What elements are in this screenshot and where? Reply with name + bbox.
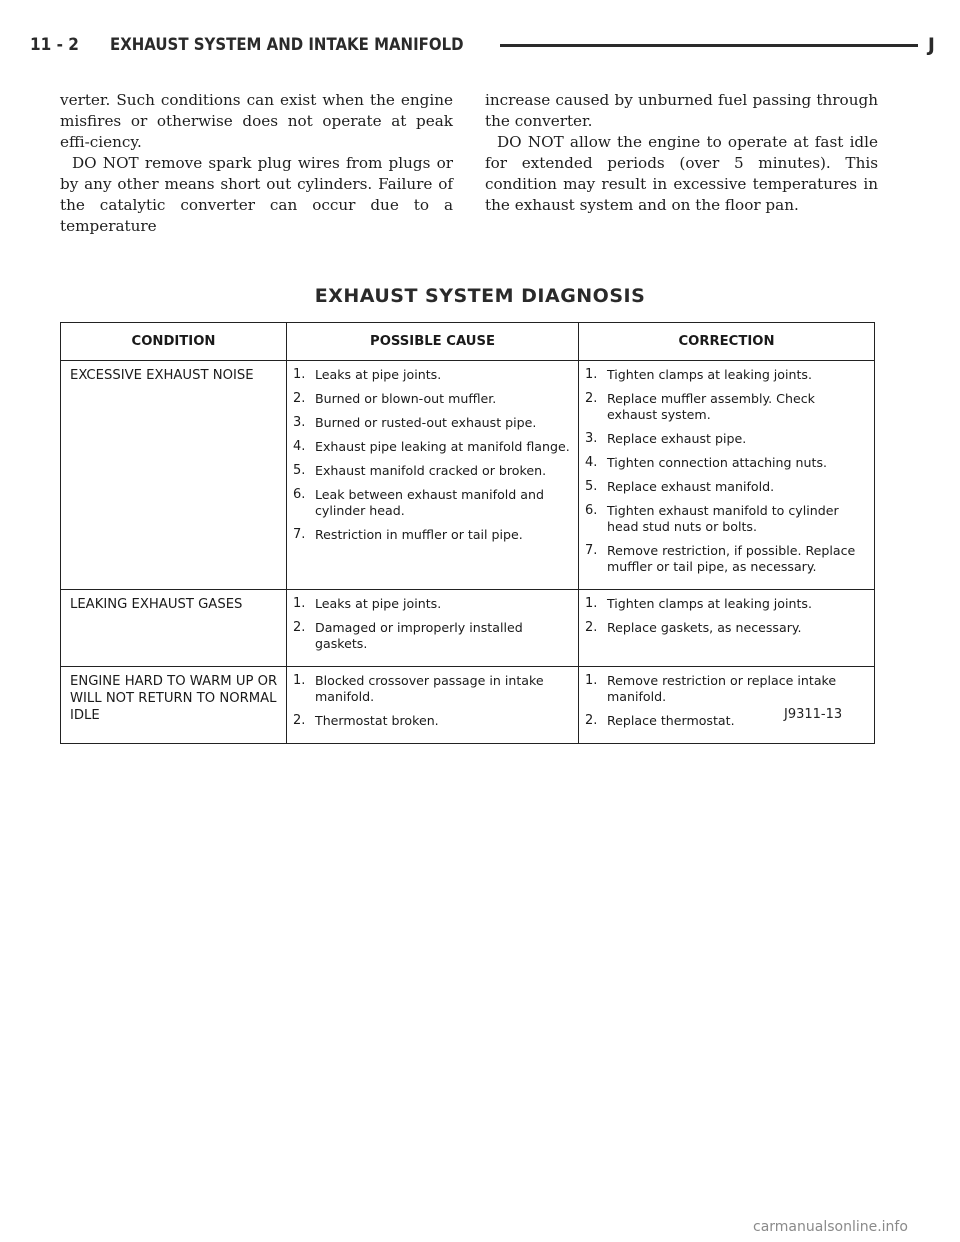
section-letter: J [927, 34, 935, 56]
list-item [585, 367, 868, 383]
list-item [293, 439, 572, 455]
item-number: 3. [293, 415, 306, 430]
item-text: Tighten connection attaching nuts. [607, 455, 828, 470]
figure-id: J9311-13 [784, 707, 843, 722]
item-number: 4. [585, 455, 598, 470]
item-text: Restriction in muffler or tail pipe. [315, 527, 523, 542]
item-number: 4. [293, 439, 306, 454]
item-text: Tighten exhaust manifold to cylinder head stud nuts or bolts. [607, 503, 839, 534]
list-item [293, 391, 572, 407]
list-item [293, 620, 572, 652]
table-header-row [61, 323, 875, 361]
table-row [61, 590, 875, 667]
table-row [61, 361, 875, 590]
list-item [585, 455, 868, 471]
list-item [293, 713, 572, 729]
item-text: Damaged or improperly installed gaskets. [315, 620, 523, 651]
intro-paragraph: DO NOT remove spark plug wires from plugs or by any other means short out cylinders. Failure of the catalytic converter can occur due to a temperature [60, 154, 453, 235]
item-text: Leaks at pipe joints. [315, 367, 442, 382]
header-rule [500, 44, 918, 47]
item-text: Exhaust pipe leaking at manifold flange. [315, 439, 570, 454]
correction-cell [579, 667, 875, 744]
item-number: 2. [293, 620, 306, 635]
section-title: EXHAUST SYSTEM AND INTAKE MANIFOLD [110, 35, 464, 55]
list-item [585, 391, 868, 423]
list-item [585, 673, 868, 705]
item-text: Replace exhaust pipe. [607, 431, 747, 446]
item-number: 2. [293, 713, 306, 728]
list-item [585, 543, 868, 575]
diagnosis-table-body [61, 361, 875, 744]
intro-paragraph: verter. Such conditions can exist when the engine misfires or otherwise does not operate at peak effi-ciency. [60, 91, 453, 151]
item-text: Thermostat broken. [315, 713, 439, 728]
list-item [293, 673, 572, 705]
watermark: carmanualsonline.info [753, 1219, 908, 1235]
item-text: Remove restriction, if possible. Replace muffler or tail pipe, as necessary. [607, 543, 856, 574]
condition-cell: EXCESSIVE EXHAUST NOISE [61, 361, 287, 590]
diagnosis-table [60, 322, 875, 744]
diagnosis-title: EXHAUST SYSTEM DIAGNOSIS [314, 285, 646, 307]
correction-cell [579, 361, 875, 590]
list-item [585, 479, 868, 495]
item-text: Exhaust manifold cracked or broken. [315, 463, 547, 478]
item-number: 1. [293, 673, 306, 688]
item-number: 7. [293, 527, 306, 542]
page-header [30, 30, 935, 60]
item-text: Replace gaskets, as necessary. [607, 620, 802, 635]
intro-left-column [60, 90, 453, 237]
list-item [293, 367, 572, 383]
item-number: 1. [585, 367, 598, 382]
list-item [585, 596, 868, 612]
item-number: 1. [293, 367, 306, 382]
item-number: 6. [293, 487, 306, 502]
item-text: Burned or blown-out muffler. [315, 391, 497, 406]
list-item [585, 503, 868, 535]
item-number: 5. [293, 463, 306, 478]
column-header-correction: CORRECTION [579, 323, 875, 361]
item-text: Replace exhaust manifold. [607, 479, 775, 494]
item-text: Blocked crossover passage in intake manifold. [315, 673, 544, 704]
item-number: 1. [293, 596, 306, 611]
item-text: Remove restriction or replace intake manifold. [607, 673, 837, 704]
item-number: 2. [585, 713, 598, 728]
list-item [585, 620, 868, 636]
item-text: Leak between exhaust manifold and cylinder head. [315, 487, 544, 518]
item-text: Tighten clamps at leaking joints. [607, 596, 812, 611]
page-number: 11 - 2 [30, 35, 79, 55]
possible-cause-cell [287, 667, 579, 744]
item-text: Tighten clamps at leaking joints. [607, 367, 812, 382]
intro-text [60, 90, 878, 237]
column-header-condition: CONDITION [61, 323, 287, 361]
table-row [61, 667, 875, 744]
list-item [293, 415, 572, 431]
list-item [293, 596, 572, 612]
condition-cell: LEAKING EXHAUST GASES [61, 590, 287, 667]
column-header-possible-cause: POSSIBLE CAUSE [287, 323, 579, 361]
possible-cause-cell [287, 590, 579, 667]
possible-cause-cell [287, 361, 579, 590]
item-text: Burned or rusted-out exhaust pipe. [315, 415, 537, 430]
item-text: Replace thermostat. [607, 713, 735, 728]
item-number: 2. [293, 391, 306, 406]
item-number: 7. [585, 543, 598, 558]
item-number: 6. [585, 503, 598, 518]
intro-paragraph: DO NOT allow the engine to operate at fast idle for extended periods (over 5 minutes). This condition may result in excessive temperatures in the exhaust system and on the floor pan. [485, 133, 878, 214]
item-number: 2. [585, 620, 598, 635]
item-number: 1. [585, 673, 598, 688]
condition-cell: ENGINE HARD TO WARM UP OR WILL NOT RETURN TO NORMAL IDLE [61, 667, 287, 744]
intro-paragraph: increase caused by unburned fuel passing through the converter. [485, 91, 878, 130]
list-item [293, 463, 572, 479]
list-item [585, 431, 868, 447]
item-text: Leaks at pipe joints. [315, 596, 442, 611]
item-number: 2. [585, 391, 598, 406]
correction-cell [579, 590, 875, 667]
item-number: 1. [585, 596, 598, 611]
list-item [293, 527, 572, 543]
list-item [293, 487, 572, 519]
item-number: 3. [585, 431, 598, 446]
item-number: 5. [585, 479, 598, 494]
item-text: Replace muffler assembly. Check exhaust system. [607, 391, 815, 422]
intro-right-column [485, 90, 878, 237]
